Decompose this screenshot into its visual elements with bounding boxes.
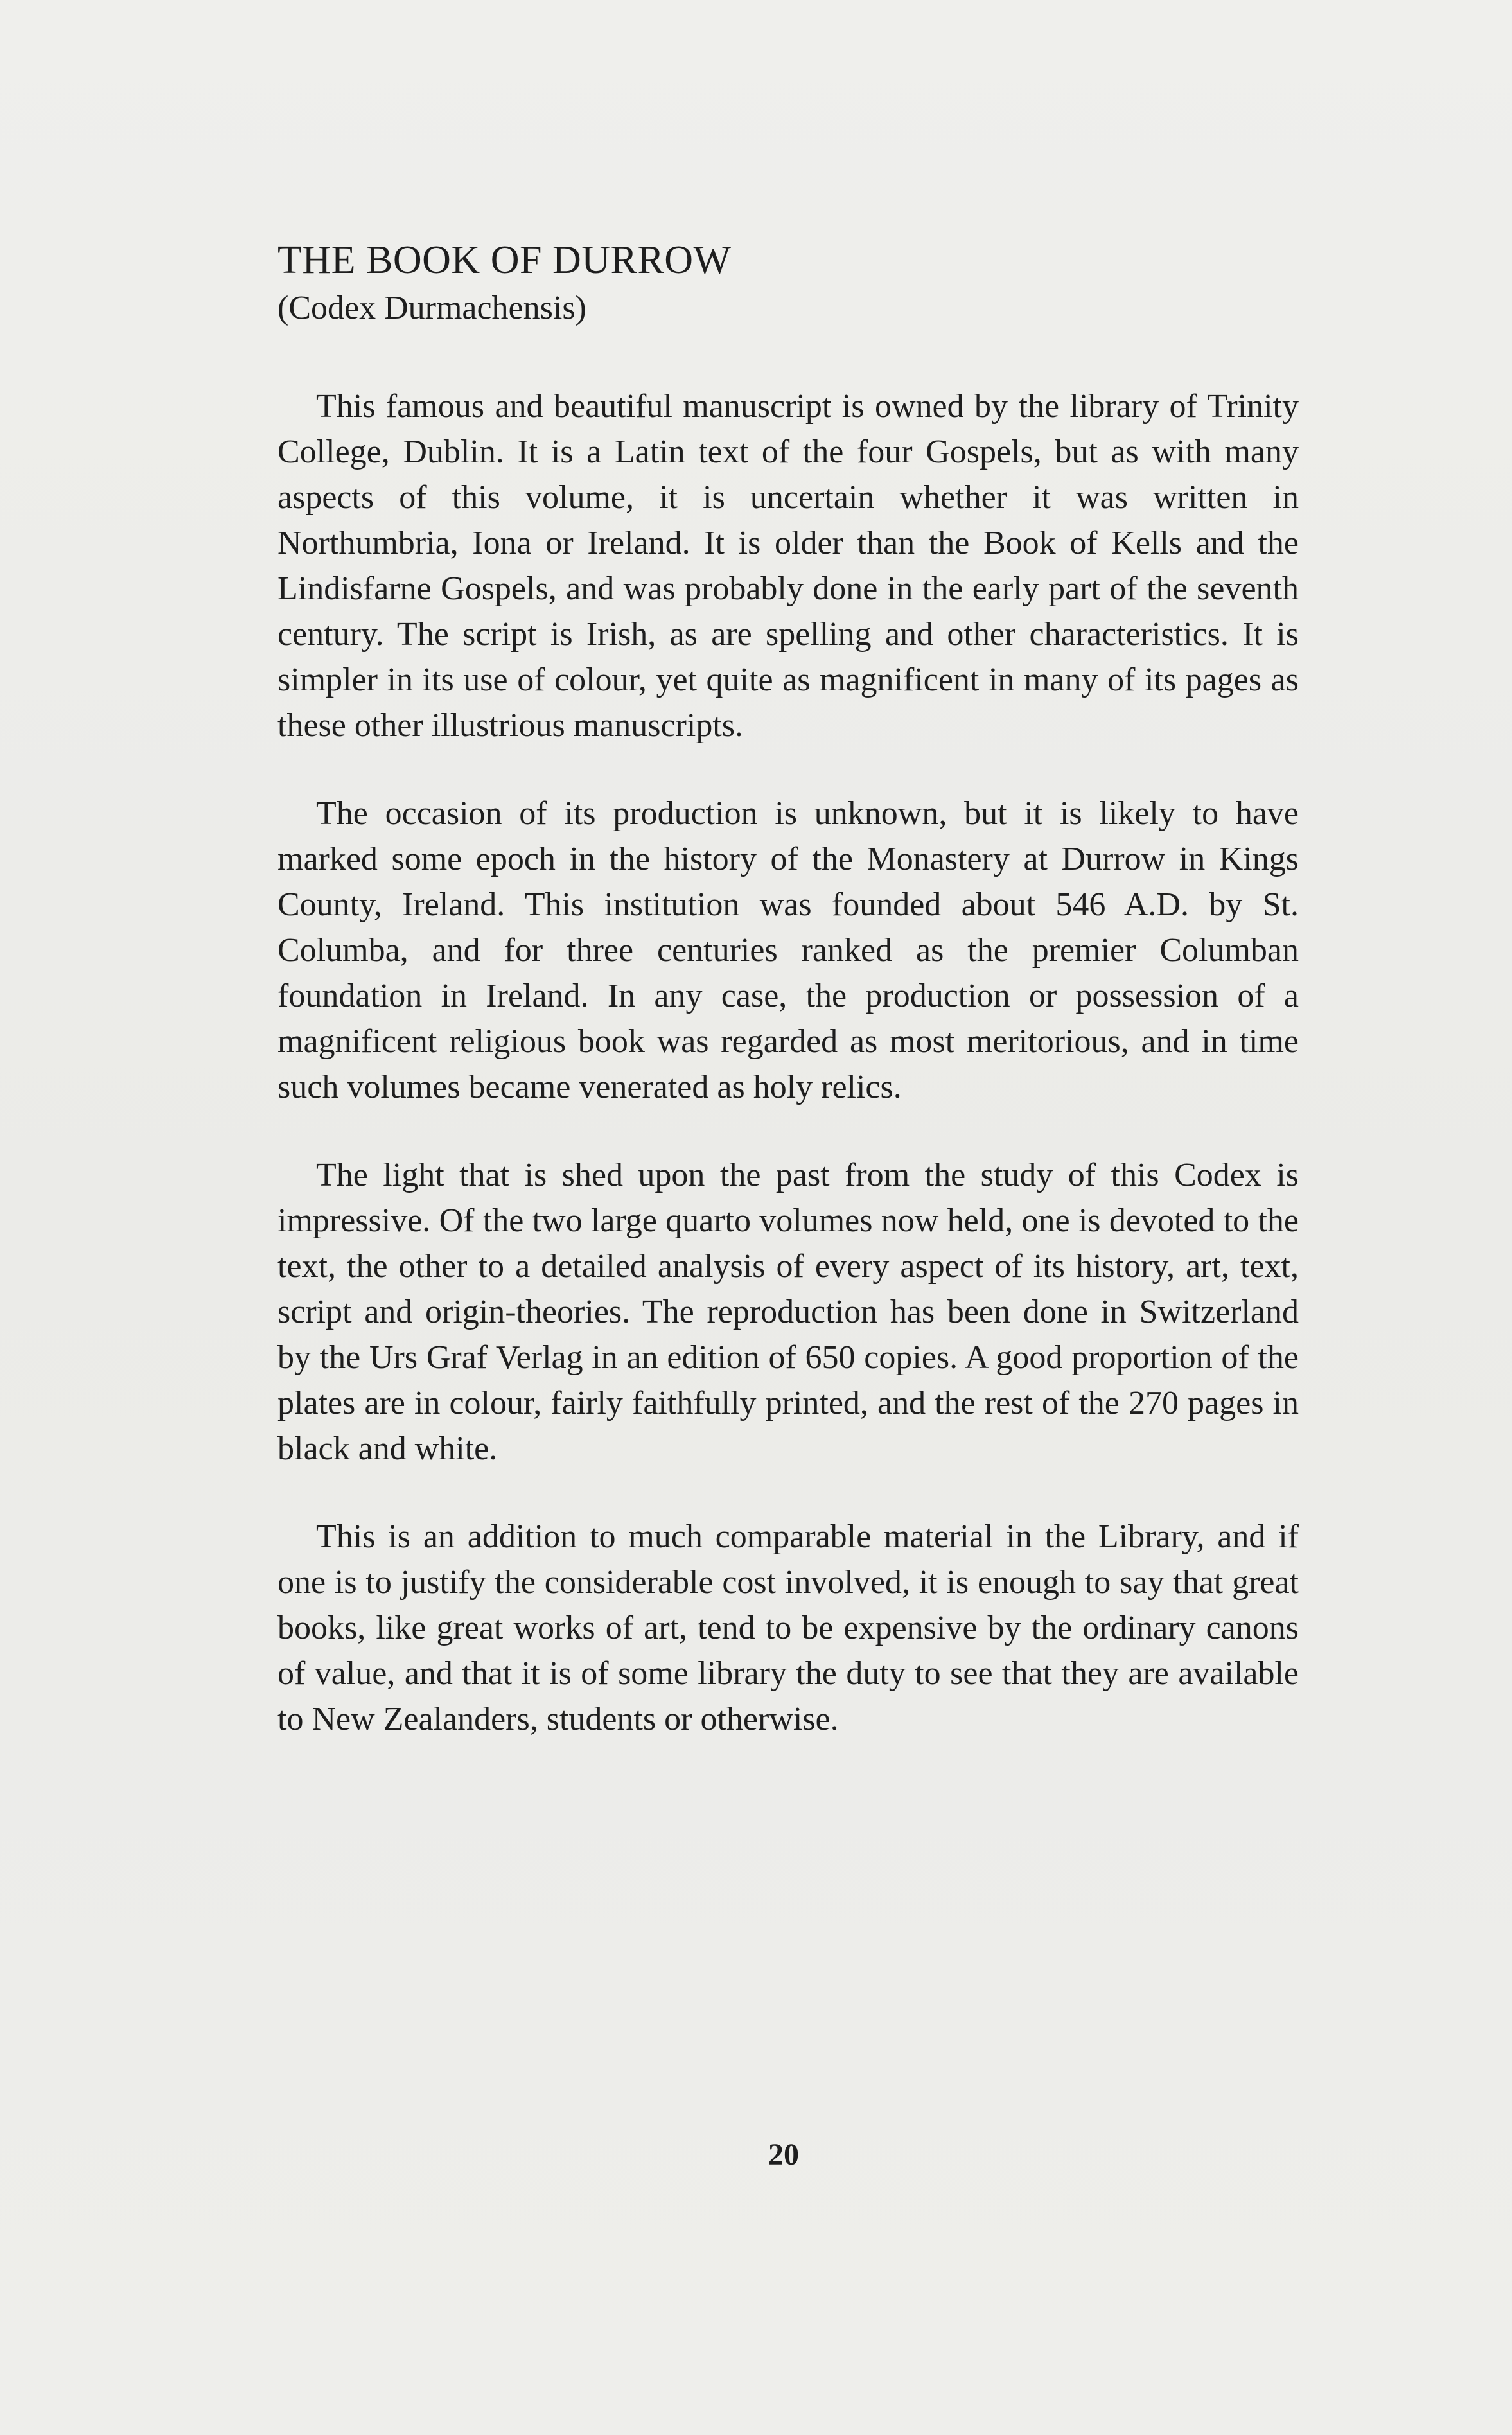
paragraph-4: This is an addition to much comparable material in the Library, and if one is to justify the considerable cost involved, it is enough to say that great books, like great works of art, tend to be expensive by the ordinary canons of value, and that it is of some library the duty to see that they are available to New Zealanders, students or otherwise. (277, 1518, 1299, 1737)
article (277, 234, 1299, 1742)
paragraph-3: The light that is shed upon the past from the study of this Codex is impressive. Of the two large quarto volumes now held, one is devoted to the text, the other to a detailed analysis of every aspect of its history, art, text, script and origin-theories. The reproduction has been done in Switzerland by the Urs Graf Verlag in an edition of 650 copies. A good proportion of the plates are in colour, fairly faithfully printed, and the rest of the 270 pages in black and white. (277, 1157, 1299, 1467)
article-title: THE BOOK OF DURROW (277, 238, 732, 282)
page-number: 20 (768, 2138, 799, 2172)
paragraph-2: The occasion of its production is unknown, but it is likely to have marked some epoch in the history of the Monastery at Durrow in Kings County, Ireland. This institution was founded about 546 A.D. by St. Columba, and for three centuries ranked as the premier Columban foundation in Ireland. In any case, the production or possession of a magnificent religious book was regarded as most meritorious, and in time such volumes became venerated as holy relics. (277, 795, 1299, 1105)
paragraph-1: This famous and beautiful manuscript is owned by the library of Trinity College, Dublin. It is a Latin text of the four Gospels, but as with many aspects of this volume, it is uncertain whether it was written in Northumbria, Iona or Ireland. It is older than the Book of Kells and the Lindisfarne Gospels, and was probably done in the early part of the seventh century. The script is Irish, as are spelling and other characteristics. It is simpler in its use of colour, yet quite as magnificent in many of its pages as these other illustrious manuscripts. (277, 388, 1299, 744)
article-subtitle: (Codex Durmachensis) (277, 290, 586, 326)
